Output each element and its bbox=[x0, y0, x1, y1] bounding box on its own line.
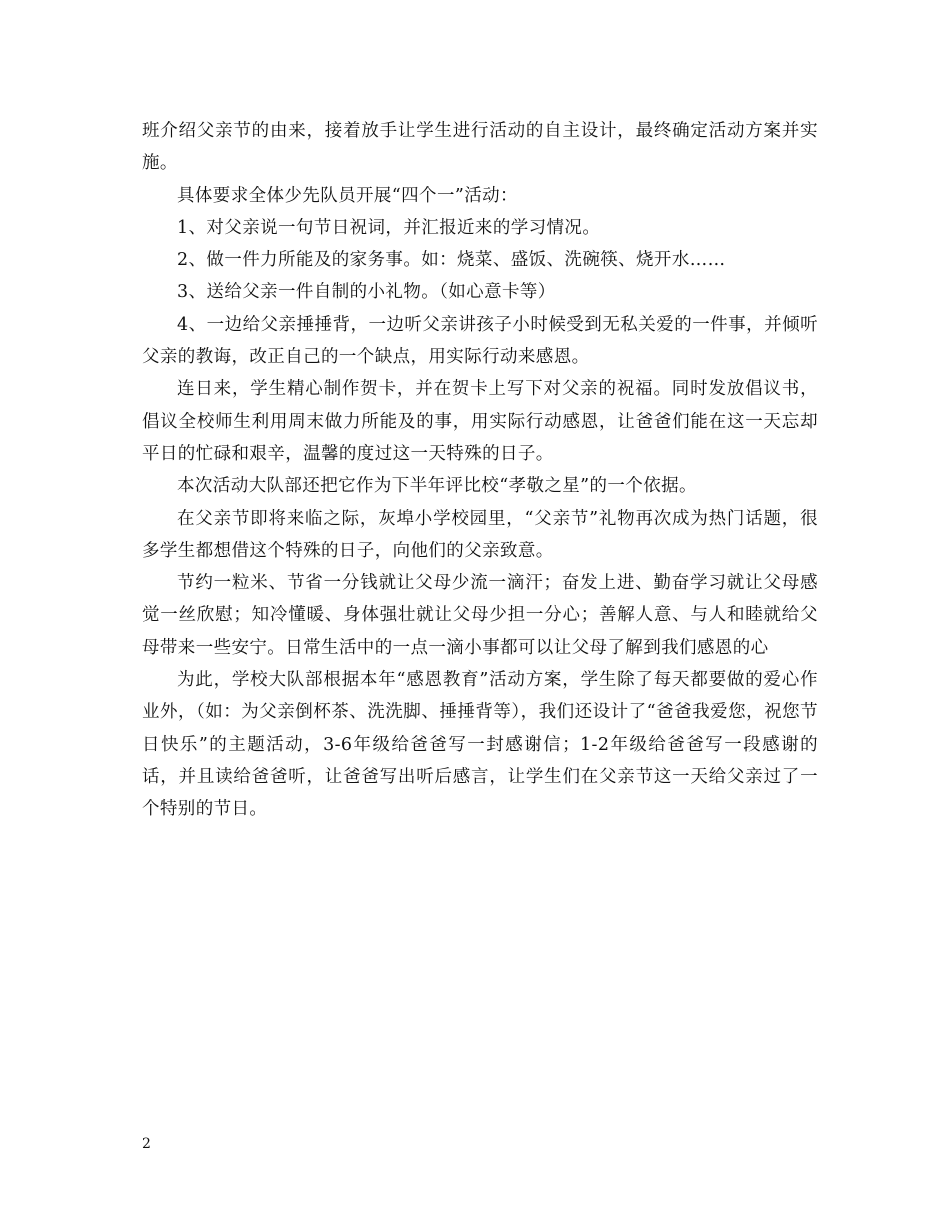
paragraph: 具体要求全体少先队员开展“四个一”活动： bbox=[177, 185, 518, 206]
page-number: 2 bbox=[142, 1136, 151, 1152]
document-body bbox=[142, 115, 818, 826]
paragraph: 4、一边给父亲捶捶背，一边听父亲讲孩子小时候受到无私关爱的一件事，并倾听父亲的教诲，改正自己的一个缺点，用实际行动来感恩。 bbox=[142, 314, 818, 368]
paragraph: 连日来，学生精心制作贺卡，并在贺卡上写下对父亲的祝福。同时发放倡议书，倡议全校师生利用周末做力所能及的事，用实际行动感恩，让爸爸们能在这一天忘却平日的忙碌和艰辛，温馨的度过这一天特殊的日子。 bbox=[142, 379, 818, 464]
paragraph: 节约一粒米、节省一分钱就让父母少流一滴汗；奋发上进、勤奋学习就让父母感觉一丝欣慰；知冷懂暖、身体强壮就让父母少担一分心；善解人意、与人和睦就给父母带来一些安宁。日常生活中的一点一滴小事都可以让父母了解到我们感恩的心 bbox=[142, 573, 818, 658]
paragraph: 1、对父亲说一句节日祝词，并汇报近来的学习情况。 bbox=[177, 217, 601, 238]
paragraph: 2、做一件力所能及的家务事。如：烧菜、盛饭、洗碗筷、烧开水…… bbox=[177, 250, 726, 271]
paragraph: 在父亲节即将来临之际，灰埠小学校园里，“父亲节”礼物再次成为热门话题，很多学生都想借这个特殊的日子，向他们的父亲致意。 bbox=[142, 508, 818, 561]
paragraph: 为此，学校大队部根据本年“感恩教育”活动方案，学生除了每天都要做的爱心作业外，（如：为父亲倒杯茶、洗洗脚、捶捶背等），我们还设计了“爸爸我爱您，祝您节日快乐”的主题活动，3-6年级给爸爸写一封感谢信；1-2年级给爸爸写一段感谢的话，并且读给爸爸听，让爸爸写出听后感言，让学生们在父亲节这一天给父亲过了一个特别的节日。 bbox=[142, 670, 818, 820]
paragraph: 3、送给父亲一件自制的小礼物。（如心意卡等） bbox=[177, 282, 556, 303]
paragraph: 本次活动大队部还把它作为下半年评比校“孝敬之星”的一个依据。 bbox=[177, 476, 697, 497]
paragraph: 班介绍父亲节的由来，接着放手让学生进行活动的自主设计，最终确定活动方案并实施。 bbox=[142, 121, 818, 174]
